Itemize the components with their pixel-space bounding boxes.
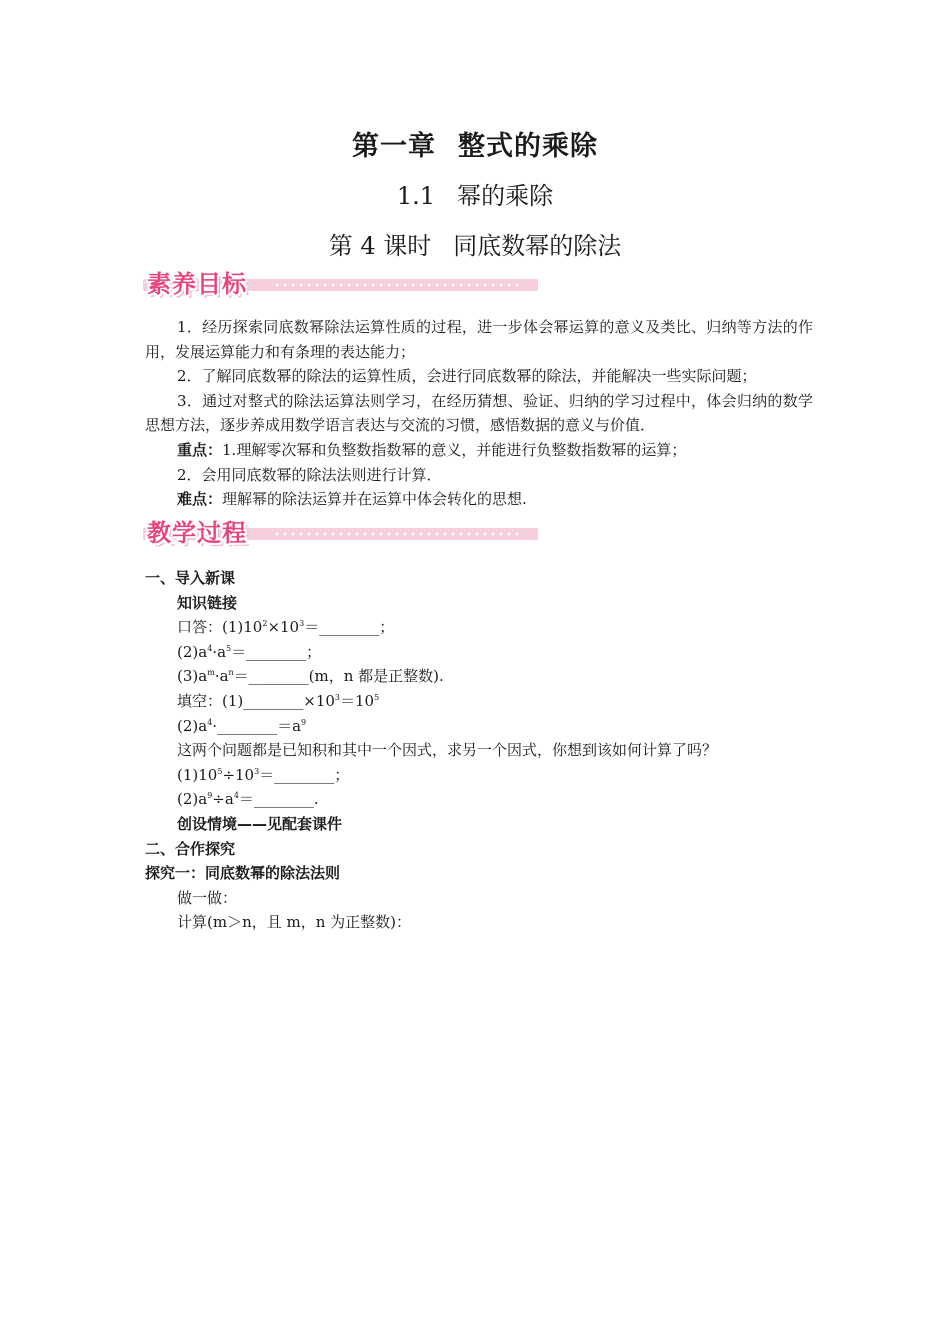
heading-cooperative: 二、合作探究 [145,839,236,858]
lesson-name: 同底数幂的除法 [453,232,622,260]
guiding-question: 这两个问题都是已知积和其中一个因式，求另一个因式，你想到该如何计算了吗？ [177,741,718,760]
heading-intro: 一、导入新课 [145,569,236,587]
banner-dots [273,283,523,287]
process-banner-label: 教学过程 [147,519,247,547]
banner-dots [273,532,523,536]
fill-question-1: 填空：$(1)\_\_\_\_\_\_\_\_\times 10^3=10^5$ [177,691,380,710]
oral-question-1: 口答：$(1)10^2\times 10^3=\_\_\_\_\_\_\_\_$； [177,618,395,637]
key-label: 重点： [177,440,223,459]
try-it: 做一做： [177,888,238,907]
section-title [0,176,950,211]
scenario-line: 创设情境——见配套课件 [177,814,343,833]
difficulty-label: 难点： [177,490,223,509]
process-banner [143,513,538,547]
calculate-instruction: 计算(m＞n，且 m，n 为正整数)： [177,913,412,932]
division-question-1: $(1)10^5\div 10^3=\_\_\_\_\_\_\_\_$； [177,765,350,784]
chapter-number: 第一章 [352,131,436,162]
key-point-2: 2．会用同底数幂的除法法则进行计算． [177,465,442,484]
chapter-title [0,124,950,163]
goals-banner [143,264,538,298]
fill-question-2: $(2)a^4\cdot\_\_\_\_\_\_\_\_=a^9$ [177,716,307,735]
heading-knowledge-link: 知识链接 [177,593,238,612]
process-section [145,566,813,935]
goal-1: 1．经历探索同底数幂除法运算性质的过程，进一步体会幂运算的意义及类比、归纳等方法的作用，发展运算能力和有条理的表达能力； [145,318,813,361]
chapter-name: 整式的乘除 [458,131,598,162]
key-text-1: 1.理解零次幂和负整数指数幂的意义，并能进行负整数指数幂的运算； [222,440,687,459]
oral-question-3: $(3)a^m\cdot a^n=\_\_\_\_\_\_\_\_(m$，n 都是正整数). [177,667,444,686]
lesson-number: 第 4 课时 [328,232,432,260]
goals-section [145,315,813,512]
heading-explore-1: 探究一：同底数幂的除法法则 [145,864,341,883]
difficulty-text: 理解幂的除法运算并在运算中体会转化的思想. [222,490,527,509]
section-number: 1.1 [396,182,436,210]
goals-banner-label: 素养目标 [147,270,247,298]
key-point-1 [145,438,813,463]
division-question-2: $(2)a^9\div a^4=\_\_\_\_\_\_\_\_$. [177,790,319,809]
goal-2: 2．了解同底数幂的除法的运算性质，会进行同底数幂的除法，并能解决一些实际问题； [177,367,757,386]
goal-3: 3．通过对整式的除法运算法则学习，在经历猜想、验证、归纳的学习过程中，体会归纳的数学思想方法，逐步养成用数学语言表达与交流的习惯，感悟数据的意义与价值． [145,391,813,435]
difficulty [145,487,813,512]
lesson-title [0,226,950,261]
section-name: 幂的乘除 [457,182,554,210]
oral-question-2: $(2)a^4\cdot a^5=\_\_\_\_\_\_\_\_$； [177,642,322,661]
